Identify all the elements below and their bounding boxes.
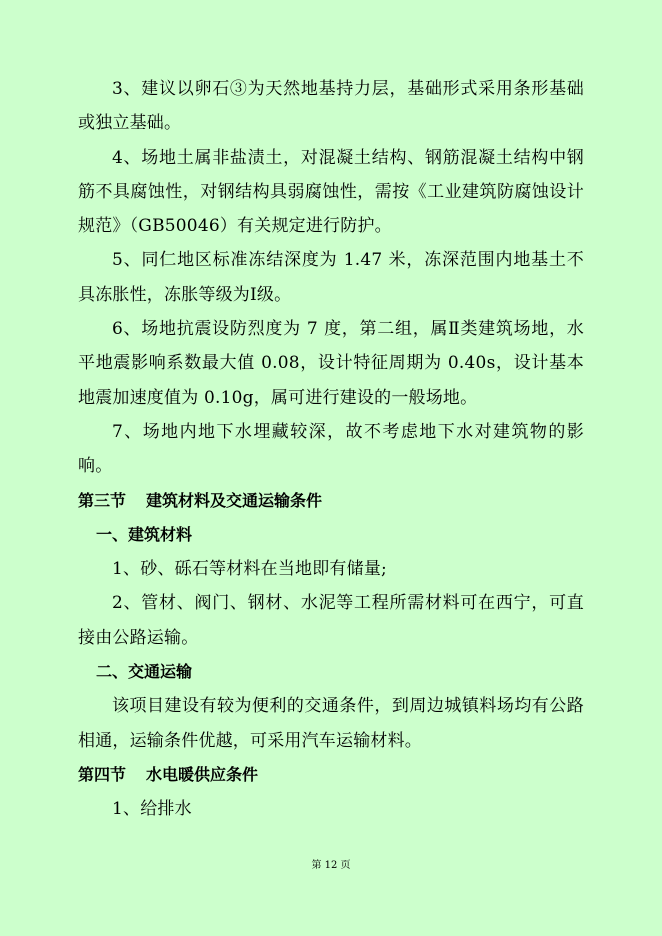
document-body <box>78 72 584 827</box>
section-number: 第四节 <box>78 764 127 784</box>
section-number: 第三节 <box>78 490 127 510</box>
section-title: 建筑材料及交通运输条件 <box>146 490 323 510</box>
section-title: 水电暖供应条件 <box>146 764 259 784</box>
paragraph-groundwater: 7、场地内地下水埋藏较深，故不考虑地下水对建筑物的影响。 <box>78 421 584 477</box>
subheading-materials: 一、建筑材料 <box>96 524 193 544</box>
paragraph-transport: 该项目建设有较为便利的交通条件，到周边城镇料场均有公路相通，运输条件优越，可采用汽车运输材料。 <box>78 696 584 751</box>
list-item-sand: 1、砂、砾石等材料在当地即有储量; <box>112 559 387 580</box>
paragraph-seismic: 6、场地抗震设防烈度为 7 度，第二组，属Ⅱ类建筑场地，水平地震影响系数最大值 0.08，设计特征周期为 0.40s，设计基本地震加速度值为 0.10g，属可进行建设的一般场地。 <box>78 319 584 408</box>
section-heading-3 <box>78 484 584 518</box>
section-heading-4 <box>78 758 584 792</box>
list-item-pipes: 2、管材、阀门、钢材、水泥等工程所需材料可在西宁，可直接由公路运输。 <box>78 593 584 648</box>
paragraph-foundation: 3、建议以卵石③为天然地基持力层，基础形式采用条形基础或独立基础。 <box>78 79 584 134</box>
subheading-transport: 二、交通运输 <box>96 662 193 682</box>
list-item-water: 1、给排水 <box>112 799 192 820</box>
paragraph-frost: 5、同仁地区标准冻结深度为 1.47 米，冻深范围内地基土不具冻胀性，冻胀等级为Ⅰ级。 <box>78 250 584 305</box>
paragraph-corrosion: 4、场地土属非盐渍土，对混凝土结构、钢筋混凝土结构中钢筋不具腐蚀性，对钢结构具弱腐蚀性，需按《工业建筑防腐蚀设计规范》（GB50046）有关规定进行防护。 <box>78 147 584 237</box>
page-number: 第 12 页 <box>311 860 351 871</box>
